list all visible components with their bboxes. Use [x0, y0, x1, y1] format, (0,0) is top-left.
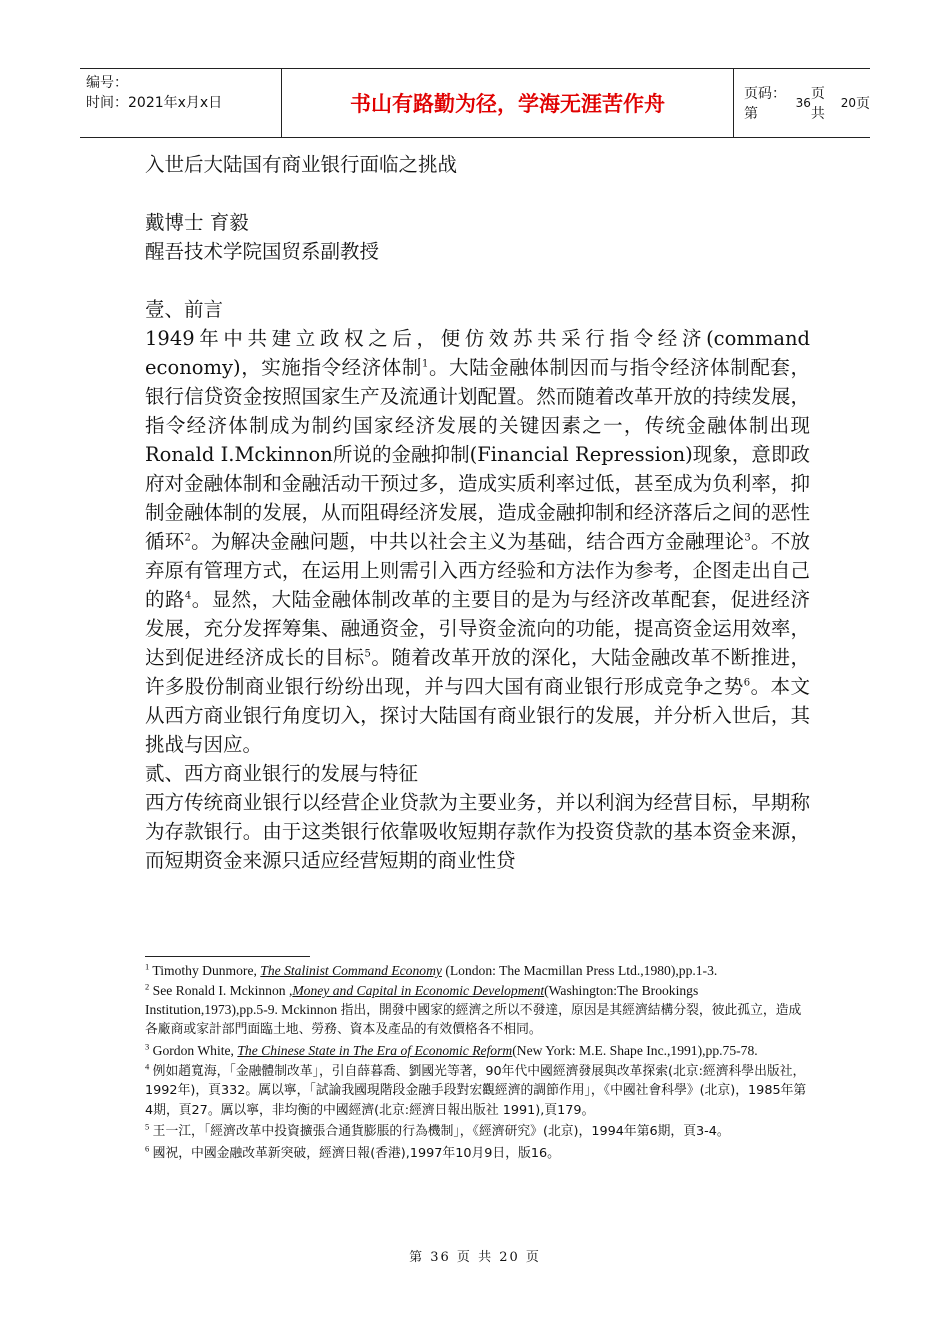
- document-title: 入世后大陆国有商业银行面临之挑战: [145, 153, 458, 176]
- page-mid: 页 共: [810, 86, 825, 122]
- footnotes: [145, 962, 810, 1165]
- header-meta: [80, 69, 282, 137]
- paragraph: 1949年中共建立政权之后，便仿效苏共采行指令经济(command economy)，实施指令经济体制$^1$。大陆金融体制因而与指令经济体制配套，银行信贷资金按照国家生产及流通计划配置。然而随着改革开放的持续发展，指令经济体制成为制约国家经济发展的关键因素之一，传统金融体制出现Ronald I.Mckinnon所说的金融抑制(Financial Repression)现象，意即政府对金融体制和金融活动干预过多，造成实质利率过低，甚至成为负利率，抑制金融体制的发展，从而阻碍经济发展，造成金融抑制和经济落后之间的恶性循环$^2$。为解决金融问题，中共以社会主义为基础，结合西方金融理论$^3$。不放弃原有管理方式，在运用上则需引入西方经验和方法作为参考，企图走出自己的路$^4$。显然，大陆金融体制改革的主要目的是为与经济改革配套，促进经济发展，充分发挥筹集、融通资金，引导资金流向的功能，提高资金运用效率，达到促进经济成长的目标$^5$。随着改革开放的深化，大陆金融改革不断推进，许多股份制商业银行纷纷出现，并与四大国有商业银行形成竞争之势$^6$。本文从西方商业银行角度切入，探讨大陆国有商业银行的发展，并分析入世后，其挑战与因应。: [145, 327, 810, 756]
- footnote-separator: [145, 956, 310, 957]
- section-heading: 贰、西方商业银行的发展与特征: [145, 762, 419, 785]
- page-total: 20: [840, 96, 856, 110]
- footnote-ref: 4: [184, 590, 192, 602]
- footnote-ref: 2: [184, 532, 191, 544]
- page-prefix: 页码：第: [744, 86, 786, 122]
- footnote: $^1$ Timothy Dunmore, The Stalinist Command Economy (London: The Macmillan Press Ltd.,1980),pp.1-3.: [145, 961, 718, 978]
- paragraph: 西方传统商业银行以经营企业贷款为主要业务，并以利润为经营目标，早期称为存款银行。由于这类银行依靠吸收短期存款作为投资贷款的基本资金来源，而短期资金来源只适应经营短期的商业性贷: [145, 791, 810, 872]
- document-body: [145, 150, 810, 875]
- date-label: 时间：2021年x月x日: [86, 95, 223, 111]
- footnote-ref: 5: [364, 648, 371, 660]
- footnote-ref: 1: [421, 358, 429, 370]
- footnote-ref: 3: [744, 532, 751, 544]
- author: 戴博士 育毅: [145, 211, 249, 234]
- footnote: $^6$ 國祝，中國金融改革新突破，經濟日報(香港),1997年10月9日，版16。: [145, 1143, 560, 1161]
- footnote: $^5$ 王一江，「經濟改革中投資擴張合通貨膨脹的行為機制」，《經濟研究》(北京)，1994年第6期，頁3-4。: [145, 1121, 730, 1140]
- header-motto: 书山有路勤为径，学海无涯苦作舟: [282, 69, 734, 137]
- section-heading: 壹、前言: [145, 298, 224, 321]
- footnote: $^3$ Gordon White, The Chinese State in The Era of Economic Reform(New York: M.E. Shape Inc.,1991),pp.75-78.: [145, 1041, 758, 1058]
- footnote: $^2$ See Ronald I. Mckinnon ,Money and Capital in Economic Development(Washington:The Brookings Institution,1973),pp.5-9. Mckinnon 指出，開發中國家的經濟之所以不發達，原因是其經濟結構分裂，彼此孤立，造成各廠商或家計部門面臨土地、勞務、資本及產品的有效價格各不相同。: [145, 981, 802, 1038]
- header-page-number: [734, 69, 870, 137]
- footnote: $^4$ 例如趙寬海，「金融體制改革」，引自薛暮喬、劉國光等著，90年代中國經濟發展與改革探索(北京:經濟科學出版社，1992年)，頁332。厲以寧，「試論我國現階段金融手段對宏觀經濟的調節作用」，《中國社會科學》(北京)，1985年第4期，頁27。厲以寧，非均衡的中國經濟(北京:經濟日報出版社 1991),頁179。: [145, 1061, 807, 1118]
- page-current: 36: [795, 96, 811, 110]
- footnote-ref: 6: [743, 677, 751, 689]
- page-footer: 第 36 页 共 20 页: [409, 1250, 541, 1265]
- code-label: 编号：: [86, 75, 128, 91]
- affiliation: 醒吾技术学院国贸系副教授: [145, 240, 380, 263]
- page-suffix: 页: [856, 96, 870, 112]
- page-header: [80, 68, 870, 138]
